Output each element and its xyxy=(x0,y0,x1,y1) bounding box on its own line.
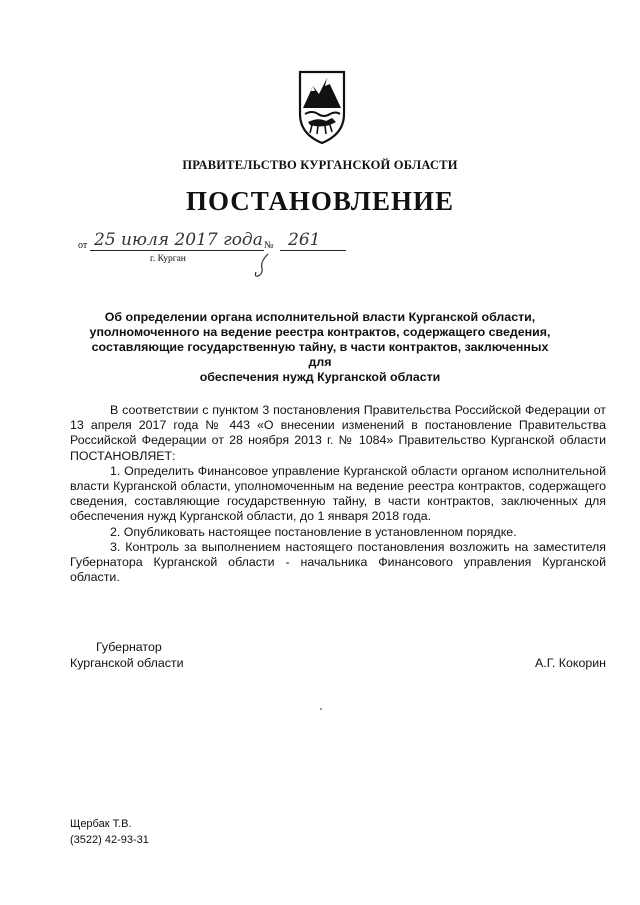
coat-of-arms-emblem xyxy=(298,70,346,145)
item-paragraph-2: 2. Опубликовать настоящее постановление в установленном порядке. xyxy=(110,524,517,539)
number-handwritten: 261 xyxy=(280,230,346,251)
preamble-paragraph: В соответствии с пунктом 3 постановления Правительства Российской Федерации от 13 апреля 2017 года № 443 «О внесении изменений в постановление Правительства Российской Федерации от 28 ноября 2013 г. № 1084» Правительство Курганской области ПОСТАНОВЛЯЕТ: xyxy=(70,403,606,463)
subject-line: Об определении органа исполнительной власти Курганской области, xyxy=(104,310,536,324)
signatory-title-line: Губернатор xyxy=(96,640,162,654)
executor-info xyxy=(70,816,149,848)
subject-line: уполномоченного на ведение реестра контрактов, содержащего сведения, xyxy=(89,325,551,339)
subject-line: составляющие государственную тайну, в части контрактов, заключенных для xyxy=(91,340,549,369)
signatory-title-line: Курганской области xyxy=(70,655,184,670)
executor-phone: (3522) 42-93-31 xyxy=(70,834,149,846)
executor-name: Щербак Т.В. xyxy=(70,818,132,830)
date-handwritten: 25 июля 2017 года xyxy=(90,230,264,251)
item-paragraph-1: 1. Определить Финансовое управление Курганской области органом исполнительной власти Курганской области, уполномоченным на ведение реестра контрактов, содержащего сведения, составляющие государственную тайну, в части контрактов, заключенных для обеспечения нужд Курганской области, до 1 января 2018 года. xyxy=(70,463,606,524)
signatory-title xyxy=(70,640,184,671)
signatory-name: А.Г. Кокорин xyxy=(534,656,606,670)
dateline xyxy=(78,232,378,272)
date-prefix: от xyxy=(78,240,88,251)
city-label: г. Курган xyxy=(150,254,186,264)
subject-line: обеспечения нужд Курганской области xyxy=(199,370,441,384)
number-prefix: № xyxy=(264,240,274,251)
handwritten-flourish xyxy=(248,252,274,278)
document-body xyxy=(70,403,606,585)
document-type-title: ПОСТАНОВЛЕНИЕ xyxy=(185,186,455,216)
item-paragraph-3: 3. Контроль за выполнением настоящего постановления возложить на заместителя Губернатора Курганской области - начальника Финансового управления Курганской области. xyxy=(70,539,606,585)
scan-dot xyxy=(320,708,322,710)
government-name: ПРАВИТЕЛЬСТВО КУРГАНСКОЙ ОБЛАСТИ xyxy=(182,158,458,172)
document-subject xyxy=(80,310,560,385)
